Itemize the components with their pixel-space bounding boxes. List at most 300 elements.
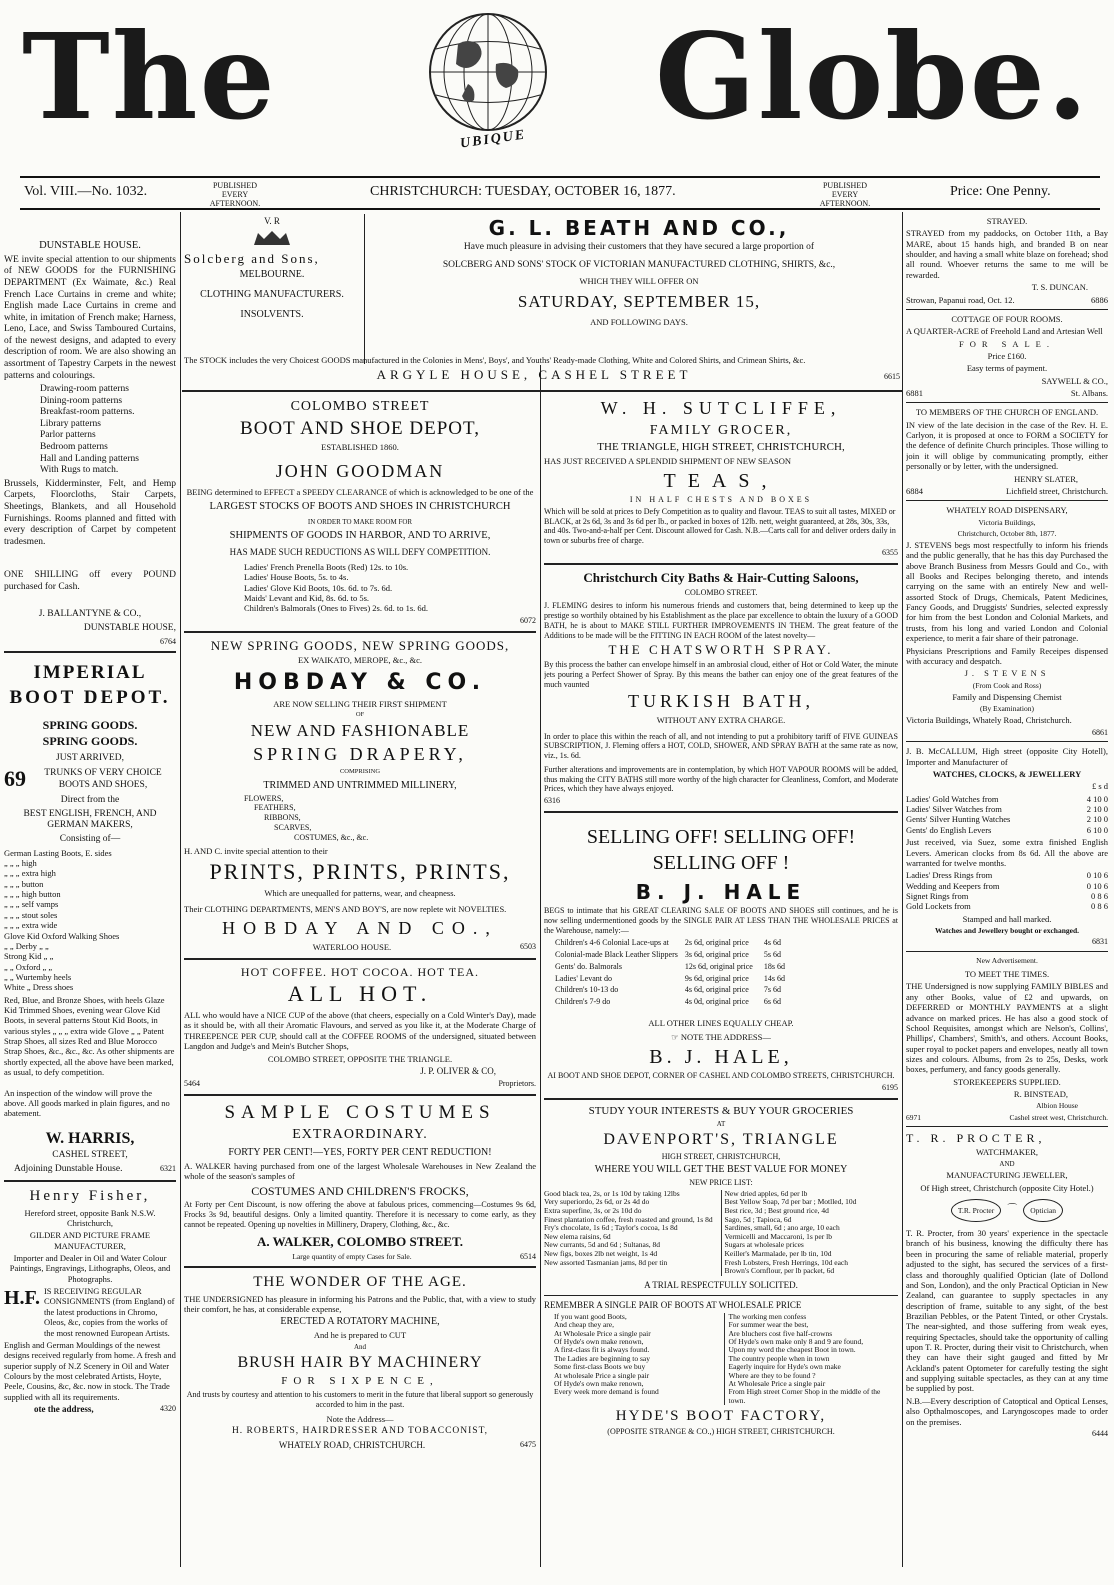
hobday-selling: ARE NOW SELLING THEIR FIRST SHIPMENT <box>273 698 447 709</box>
list-item: At Wholesale Price a single pair <box>554 1328 651 1338</box>
selling-off-2: SELLING OFF ! <box>652 852 790 875</box>
list-item: Sago, 5d ; Tapioca, 6d <box>724 1214 792 1224</box>
imperial-spring-2: SPRING GOODS. <box>42 734 138 749</box>
walker-costumes: COSTUMES AND CHILDREN'S FROCKS, <box>251 1183 469 1198</box>
list-item: „ „ „ high <box>4 857 37 868</box>
hyde-address: (OPPOSITE STRANGE & CO.,) HIGH STREET, CHRISTCHURCH. <box>607 1427 835 1437</box>
table-row: Gold Lockets from 0 8 6 <box>906 901 1108 912</box>
list-item: For summer wear the best, <box>728 1320 809 1330</box>
column-2 <box>184 396 536 1568</box>
table-row: Gents' do. Balmorals 12s 6d, original price 18s 6d <box>555 961 785 971</box>
meet-the-times: TO MEET THE TIMES. <box>964 969 1050 980</box>
hobday-ex-waikato: EX WAIKATO, MEROPE, &c., &c. <box>297 655 423 666</box>
oliver-address: COLOMBO STREET, OPPOSITE THE TRIANGLE. <box>267 1053 453 1064</box>
list-item: Eagerly inquire for Hyde's own make <box>728 1362 841 1372</box>
whately-date: Christchurch, October 8th, 1877. <box>957 528 1057 538</box>
beath-advert <box>364 214 907 364</box>
list-item: Finest plantation coffee, fresh roasted and ground, 1s 8d <box>544 1214 713 1224</box>
dunstable-list <box>4 384 176 477</box>
list-item: Sugars at wholesale prices <box>724 1240 804 1250</box>
table-row: Ladies' Dress Rings from 0 10 6 <box>906 870 1108 881</box>
imperial-consisting: Consisting of— <box>59 834 121 845</box>
church-body: IN view of the late decision in the case of the Rev. H. E. Carlyon, it is proposed at once to FORM a SOCIETY for the defence of definite Church principles. Those willing to join it will oblige by communicating promptly, either personally or by letter, with the undersigned. <box>906 419 1108 472</box>
list-item: Keiller's Marmalade, per lb tin, 10d <box>724 1249 832 1259</box>
fisher-address: Hereford street, opposite Bank N.S.W. Christchurch, <box>24 1207 156 1228</box>
volume-number: Vol. VIII.—No. 1032. <box>24 184 148 199</box>
hale-body: BEGS to intimate that his GREAT CLEARING SALE OF BOOTS AND SHOES still continues, and he is now selling undermentioned goods by the SINGLE PAIR AT LESS THAN THE WHOLESALE PRICES at the Warehouse, namely:— <box>544 906 898 935</box>
hale-signature: B. J. HALE, <box>649 1045 793 1068</box>
fisher-body: English and German Mouldings of the newest designs received regularly from home. A fresh and superior supply of N.Z Scenery in Oil and Water Colours by the most celebrated Artists, Hoyte, Peele, Cousins, &c, &c. now in stock. The Trade supplied with all its requirements. <box>4 1339 176 1402</box>
hobday-new-fashionable: NEW AND FASHIONABLE <box>250 720 470 740</box>
bibles-street: Cashel street west, Christchurch. <box>1009 1112 1108 1122</box>
published-note-right: PUBLISHED EVERY AFTERNOON. <box>819 181 871 208</box>
ad-number: 6514 <box>520 1251 536 1261</box>
ad-number: 6831 <box>1092 937 1108 947</box>
dunstable-body: WE invite special attention to our shipments of NEW GOODS for the FURNISHING DEPARTMENT (Ex Waimate, &c.) Real French Lace Curtains in creme and white; English made Lace Curtains in creme and white, in imitation of French make; Harness, Leno, Lace, and Swiss Tamboured Curtains, of the newest designs, and adapted to every description of room. We are also showing an assortment of Tapestry Carpets in the newest patterns and colourings. <box>4 254 176 381</box>
ad-number: 6072 <box>520 615 536 625</box>
list-item: Parlor patterns <box>40 430 96 441</box>
baths-body-2: By this process the bather can envelope himself in an ambrosial cloud, either of Hot or Cold Water, the minute jets pouring a Perfect Shower of Spray. By this means the bather can enjoy one of the great features of the much vaunted <box>544 660 898 689</box>
bibles-body: THE Undersigned is now supplying FAMILY BIBLES and any other Books, value of £2 and upwards, on DEFERRED or MONTHLY PAYMENTS at a slight advance on marked prices. He has also a good stock of School Requisites, amongst which are Nelson's, Collins', Phillips', Chambers', Smith's, and others. Account Books, super royal to pocket papers and envelopes, neatly all town sizes and colours. Albums, from 2s to 25s, Desks, work boxes, perfumery, and fancy goods generally. <box>906 981 1108 1075</box>
cottage-price: Price £160. <box>987 350 1027 361</box>
list-item: New assorted Tasmanian jams, 8d per tin <box>544 1257 668 1267</box>
table-row: Children's 4-6 Colonial Lace-ups at 2s 6d, original price 4s 6d <box>555 938 781 948</box>
list-item: Where are they to be found ? <box>728 1370 816 1380</box>
list-item: Strong Kid „ „ <box>4 951 54 962</box>
list-item: „ „ Derby „ „ <box>4 940 49 951</box>
sutcliffe-triangle: THE TRIANGLE, HIGH STREET, CHRISTCHURCH, <box>597 441 845 454</box>
mccallum-note: Just received, via Suez, some extra finished English Levers. American clocks from 8s 6d. All the above are warranted for twelve months. <box>906 837 1108 868</box>
mccallum-watches: WATCHES, CLOCKS, & JEWELLERY <box>932 769 1082 780</box>
list-item: Library patterns <box>40 418 101 429</box>
whately-address: Victoria Buildings, Whately Road, Christchurch. <box>906 715 1072 726</box>
list-item: White „ Dress shoes <box>4 982 74 993</box>
list-item: Glove Kid Oxford Walking Shoes <box>4 930 120 941</box>
wonder-body: THE UNDERSIGNED has pleasure in informing his Patrons and the Public, that, with a view to study their comfort, he has, at considerable expense, <box>184 1293 536 1314</box>
beath-stock: SOLCBERG AND SONS' STOCK OF VICTORIAN MANUFACTURED CLOTHING, SHIRTS, &c., <box>442 259 836 270</box>
table-row: Children's 7-9 do 4s 0d, original price 6s 6d <box>555 997 781 1007</box>
fisher-note: ote the address, <box>34 1404 94 1415</box>
whately-chemist: Family and Dispensing Chemist <box>952 691 1062 702</box>
table-row: Ladies' Gold Watches from 4 10 0 <box>906 793 1108 804</box>
whately-exam: (By Examination) <box>980 704 1034 714</box>
dunstable-signature: J. BALLANTYNE & CO., <box>38 609 142 620</box>
table-row: Children's 10-13 do 4s 6d, original price 7s 6d <box>555 985 781 995</box>
masthead-title-right: Globe. <box>655 7 1090 146</box>
boot-title: BOOT AND SHOE DEPOT, <box>240 418 480 440</box>
currency-header: £ s d <box>1091 781 1108 792</box>
table-row: Signet Rings from 0 8 6 <box>906 891 1108 901</box>
ad-number: 6884 <box>906 485 923 496</box>
forty-per-cent: FORTY PER CENT!—YES, FORTY PER CENT REDUCTION! <box>228 1146 492 1158</box>
strayed-signature: T. S. DUNCAN. <box>1031 282 1088 293</box>
fisher-receiving: IS RECEIVING REGULAR CONSIGNMENTS (from England) of the latest productions in Chromo, Oleos, &c, copies from the works of the most renowned European Artists. <box>43 1286 175 1338</box>
hyde-poem <box>544 1313 898 1405</box>
list-item: And cheap they are, <box>554 1320 614 1330</box>
fisher-name: Henry Fisher, <box>29 1188 151 1205</box>
procter-mfg: MANUFACTURING JEWELLER, <box>946 1170 1068 1181</box>
ad-number: 6503 <box>520 942 536 952</box>
goodman-name: JOHN GOODMAN <box>275 460 445 481</box>
walker-cases: Large quantity of empty Cases for Sale. <box>292 1251 412 1261</box>
strayed-body: STRAYED from my paddocks, on October 11th, a Bay MARE, about 15 hands high, and branded B on near shoulder, and having a small white blaze on forehead; shod all round. Whoever returns the same to me will be rewarded. <box>906 228 1108 280</box>
list-item: Sardines, small, 6d ; ano arge, 10 each <box>724 1223 840 1233</box>
list-item: Some first-class Boots we buy <box>554 1362 646 1372</box>
baths-title: Christchurch City Baths & Hair-Cutting Saloons, <box>583 569 859 585</box>
sutcliffe-teas: TEAS, <box>663 469 779 492</box>
mccallum-stamped: Stamped and hall marked. <box>962 913 1052 924</box>
list-item: Fresh Lobsters, Fresh Herrings, 10d each <box>724 1257 849 1267</box>
ad-number: 6355 <box>882 547 898 557</box>
ad-number: 6195 <box>882 1082 898 1092</box>
bibles-address: Albion House <box>1036 1101 1078 1111</box>
list-item: New figs, boxes 2lb net weight, 1s 4d <box>544 1249 658 1259</box>
solcberg-clothing: CLOTHING MANUFACTURERS. <box>200 289 344 301</box>
ad-number: 6444 <box>1092 1428 1108 1438</box>
imperial-trunks: TRUNKS OF VERY CHOICE BOOTS AND SHOES, <box>44 768 162 790</box>
beath-stock-2: The STOCK includes the very Choicest GOODS manufactured in the Colonies in Mens', Boys', and Youths' Ready-made Clothing, White and Colored Shirts, and Crimean Shirts, &c. <box>184 355 806 365</box>
masthead-title-left: The <box>22 7 277 146</box>
dunstable-signature-2: DUNSTABLE HOUSE, <box>83 622 176 633</box>
hobday-of: OF <box>355 710 365 718</box>
imperial-inspection: An inspection of the window will prove the above. All goods marked in plain figures, and no abatement. <box>4 1087 170 1119</box>
list-item: Bedroom patterns <box>40 442 108 453</box>
walker-signature: A. WALKER, COLOMBO STREET. <box>256 1233 464 1249</box>
list-item: New elema raisins, 6d <box>544 1231 611 1241</box>
hobday-spring: NEW SPRING GOODS, NEW SPRING GOODS, <box>210 637 510 653</box>
procter-spectacles-logo <box>906 1199 1108 1222</box>
list-item: If you want good Boots, <box>554 1311 627 1321</box>
column-1 <box>4 214 176 1574</box>
wonder-sixpence: FOR SIXPENCE, <box>281 1374 439 1387</box>
list-item: Best rice, 3d ; Best ground rice, 4d <box>724 1205 829 1215</box>
oliver-signature: J. P. OLIVER & CO, <box>420 1065 496 1076</box>
pointing-hand-icon: ☞ <box>671 1032 681 1043</box>
place-date: CHRISTCHURCH: TUESDAY, OCTOBER 16, 1877. <box>370 184 676 199</box>
hobday-spring-drapery: SPRING DRAPERY, <box>253 743 467 764</box>
dunstable-shilling: ONE SHILLING off every POUND purchased for Cash. <box>4 570 176 592</box>
goodman-room: IN ORDER TO MAKE ROOM FOR <box>307 517 413 526</box>
cottage-body: A QUARTER-ACRE of Freehold Land and Artesian Well <box>906 326 1103 337</box>
ad-number: 6971 <box>906 1112 921 1122</box>
hobday-prints-sub: Which are unequalled for patterns, wear, and cheapness. <box>264 887 456 898</box>
table-row: Ladies' Silver Watches from 2 10 0 <box>906 804 1108 815</box>
published-note-left: PUBLISHED EVERY AFTERNOON. <box>209 181 261 208</box>
list-item: With Rugs to match. <box>40 465 119 476</box>
sutcliffe-title: W. H. SUTCLIFFE, <box>600 398 842 418</box>
solcberg-insolvents: INSOLVENTS. <box>240 309 304 321</box>
ad-number: 5464 <box>184 1078 200 1088</box>
list-item: At wholesale Price a single pair <box>554 1370 650 1380</box>
list-item: Ladies' Glove Kid Boots, 10s. 6d. to 7s. 6d. <box>244 582 393 593</box>
whately-title: WHATELY ROAD DISPENSARY, <box>946 505 1068 516</box>
list-item: „ „ „ button <box>4 878 44 889</box>
whately-physicians: Physicians Prescriptions and Family Receipes dispensed with accuracy and despatch. <box>906 645 1108 666</box>
ad-number: 6861 <box>1092 727 1108 737</box>
hale-price-table <box>554 937 786 1008</box>
list-item: Drawing-room patterns <box>40 384 129 395</box>
hale-address: AI BOOT AND SHOE DEPOT, CORNER OF CASHEL AND COLOMBO STREETS, CHRISTCHURCH. <box>547 1071 895 1080</box>
list-item: Very superiordo, 2s 6d, or 2s 4d do <box>544 1197 650 1207</box>
hale-title: B. J. HALE <box>635 879 807 904</box>
table-row: Wedding and Keepers from 0 10 6 <box>906 880 1108 891</box>
spectacles-icon: ⌒ <box>1007 1204 1018 1216</box>
wonder-signature: H. ROBERTS, HAIRDRESSER AND TOBACCONIST, <box>231 1426 489 1437</box>
imperial-makers: BEST ENGLISH, FRENCH, AND GERMAN MAKERS, <box>23 808 157 831</box>
hobday-list <box>184 794 536 843</box>
beath-date: SATURDAY, SEPTEMBER 15, <box>517 291 761 311</box>
davenport-prices <box>544 1190 898 1276</box>
turkish-bath: TURKISH BATH, <box>627 691 814 712</box>
hobday-invite: H. AND C. invite special attention to their <box>184 846 328 857</box>
list-item: Every week more demand is found <box>554 1387 659 1397</box>
davenport-where: WHERE YOU WILL GET THE BEST VALUE FOR MONEY <box>594 1163 848 1175</box>
selling-off: SELLING OFF! SELLING OFF! <box>586 825 856 848</box>
list-item: „ „ „ stout soles <box>4 909 58 920</box>
list-item: Hall and Landing patterns <box>40 453 139 464</box>
beath-offer: WHICH THEY WILL OFFER ON <box>579 275 699 286</box>
imperial-title: IMPERIAL <box>33 662 147 684</box>
list-item: New dried apples, 6d per lb <box>724 1188 808 1198</box>
goodman-reductions: HAS MADE SUCH REDUCTIONS AS WILL DEFY COMPETITION. <box>229 547 491 558</box>
procter-watchmaker: WATCHMAKER, <box>975 1147 1039 1158</box>
list-item: „ „ „ extra high <box>4 868 56 879</box>
list-item: „ „ „ extra wide <box>4 920 58 931</box>
list-item: The Ladies are beginning to say <box>554 1353 651 1363</box>
solcberg-box <box>184 214 360 354</box>
list-item: Of Hyde's own make only 8 and 9 are found, <box>728 1337 864 1346</box>
chatsworth-spray: THE CHATSWORTH SPRAY. <box>608 642 834 658</box>
baths-street: COLOMBO STREET. <box>684 587 758 597</box>
list-item: New currants, 5d and 6d ; Sultanas, 8d <box>544 1240 661 1250</box>
procter-body: T. R. Procter, from 30 years' experience in the spectacle branch of his business, knowing the difficulty there has been in procuring the same of reliable material, properly adjusted to the sight, has secured the services of a first-class and thoroughly qualified Optician (late of Dollond and Son, London), and the only Practical Optician in New Zealand, can guarantee to supply spectacles in any description of frame, suitable to any sight, of the best Brazilian Pebbles, or the Patent Tinted, or other Crystals. The near-sighted, and those suffering from weak eyes, requiring Spectacles, should take the opportunity of calling upon T. R. Procter, during their visit to Christchurch, when they can have their sight gauged and fitted by Mr Ackland's patent Optometer for carefully testing the sight and supplying suitable spectacles, as they can at any time be supplied by post. <box>906 1228 1108 1394</box>
list-item: Dining-room patterns <box>40 395 123 406</box>
hale-note: NOTE THE ADDRESS— <box>680 1032 771 1043</box>
fisher-trade-2: Importer and Dealer in Oil and Water Colour Paintings, Engravings, Lithographs, Oleos, and Photographs. <box>9 1253 171 1284</box>
baths-body-3: In order to place this within the reach of all, and not intending to put a prohibitory tariff of FIVE GUINEAS SUBSCRIPTION, J. Fleming offers a HOT, COLD, SHOWER, AND SPRAY BATH at the same rate as now, viz., 1s. 6d. <box>544 731 898 761</box>
list-item: Children's Balmorals (Ones to Fives) 2s. 6d. to 1s. 6d. <box>244 603 429 614</box>
list-item: Extra superfine, 3s, or 2s 10d do <box>544 1205 642 1215</box>
list-item: FLOWERS, <box>244 793 284 803</box>
davenport-price-list: NEW PRICE LIST: <box>689 1177 753 1187</box>
church-title: TO MEMBERS OF THE CHURCH OF ENGLAND. <box>915 407 1099 418</box>
list-item: Are bluchers cost five half-crowns <box>728 1328 833 1338</box>
procter-address: Of High street, Christchurch (opposite City Hotel.) <box>920 1182 1094 1193</box>
storekeepers-supplied: STOREKEEPERS SUPPLIED. <box>953 1076 1061 1087</box>
davenport-street: HIGH STREET, CHRISTCHURCH, <box>661 1151 781 1161</box>
ad-number: 6615 <box>884 372 900 382</box>
study-title: STUDY YOUR INTERESTS & BUY YOUR GROCERIES <box>588 1104 854 1117</box>
oliver-body: ALL who would have a NICE CUP of the above (that cheers, especially on a Cold Winter's Day), made as it should be, with all their Aromatic Flavours, and served as you like it, at the Moderate Charge of THREEPENCE PER CUP, should call at the COFFEE ROOMS of the undersigned, situated between Langdon and Judge's and Mein's Butcher Shops, <box>184 1010 536 1052</box>
ad-number: 6316 <box>544 796 560 806</box>
masthead-motto: UBIQUE <box>459 127 528 152</box>
goodman-largest: LARGEST STOCKS OF BOOTS AND SHOES IN CHRISTCHURCH <box>209 500 511 512</box>
list-item: Fry's chocolate, 1s 6d ; Taylor's cocoa, 1s 8d <box>544 1223 678 1233</box>
whately-buildings: Victoria Buildings, <box>978 517 1036 527</box>
list-item: Ladies' House Boots, 5s. to 4s. <box>244 572 349 583</box>
list-item: „ „ „ high button <box>4 889 61 900</box>
imperial-signature: W. HARRIS, <box>45 1129 135 1147</box>
procter-logo-left: T.R. Procter <box>951 1199 1001 1222</box>
table-row: Colonial-made Black Leather Slippers 3s 6d, original price 5s 6d <box>555 950 781 960</box>
ad-number: 6321 <box>160 1163 176 1173</box>
procter-logo-right: Optician <box>1023 1199 1063 1222</box>
list-item: At Wholesale Price a single pair <box>728 1378 826 1388</box>
list-item: Best Yellow Soap, 7d per bar ; Motlled, 10d <box>724 1197 857 1207</box>
goodman-prices <box>184 562 536 614</box>
wonder-body-2: And trusts by courtesy and attention to his customers to merit in the future that liberal support so generously accorded to him in the past. <box>186 1390 534 1410</box>
list-item: Brown's Cornflour, per lb packet, 6d <box>724 1266 835 1276</box>
procter-title: T. R. PROCTER, <box>906 1130 1046 1145</box>
hobday-comprising: COMPRISING <box>339 767 381 775</box>
masthead <box>0 0 1114 170</box>
mccallum-bought: Watches and Jewellery bought or exchanged. <box>934 926 1080 936</box>
table-row: Gents' Silver Hunting Watches 2 10 0 <box>906 814 1108 825</box>
church-signature: HENRY SLATER, <box>1014 473 1078 484</box>
hyde-remember: REMEMBER A SINGLE PAIR OF BOOTS AT WHOLESALE PRICE <box>544 1299 802 1310</box>
sutcliffe-family: FAMILY GROCER, <box>649 422 793 438</box>
wonder-title: THE WONDER OF THE AGE. <box>253 1274 467 1291</box>
beath-argyle: ARGYLE HOUSE, CASHEL STREET <box>376 367 692 383</box>
ad-number: 6886 <box>1091 294 1108 305</box>
list-item: The country people when in town <box>728 1353 830 1363</box>
bibles-signature: R. BINSTEAD, <box>1013 1089 1068 1100</box>
all-hot: ALL HOT. <box>287 981 433 1007</box>
hobday-waterloo: WATERLOO HOUSE. <box>312 942 392 953</box>
without-charge: WITHOUT ANY EXTRA CHARGE. <box>656 715 786 726</box>
davenport-title: DAVENPORT'S, TRIANGLE <box>603 1131 839 1149</box>
ad-number: 6881 <box>906 388 923 399</box>
list-item: From High street Corner Shop in the middle of the town. <box>728 1387 881 1405</box>
wonder-and: And <box>353 1342 367 1351</box>
wonder-cut: And he is prepared to CUT <box>313 1330 407 1341</box>
cottage-for-sale: FOR SALE. <box>958 338 1056 349</box>
study-at: AT <box>716 1119 726 1128</box>
new-advertisement: New Advertisement. <box>976 955 1038 965</box>
list-item: Maids' Levant and Kid, 8s. 6d. to 5s. <box>244 593 370 604</box>
solcberg-melbourne: MELBOURNE. <box>239 268 305 280</box>
hobday-trimmed: TRIMMED AND UNTRIMMED MILLINERY, <box>263 779 457 791</box>
sutcliffe-body: HAS JUST RECEIVED A SPLENDID SHIPMENT OF NEW SEASON <box>544 456 792 467</box>
beath-title: G. L. BEATH AND CO., <box>488 216 790 240</box>
imperial-spring: SPRING GOODS. <box>42 717 138 732</box>
cottage-address: St. Albans. <box>1070 388 1108 399</box>
price: Price: One Penny. <box>950 184 1051 199</box>
wonder-note: Note the Address— <box>326 1413 394 1424</box>
ad-number: 6764 <box>160 636 176 646</box>
established: ESTABLISHED 1860. <box>321 442 399 453</box>
royal-arms-icon <box>252 229 292 247</box>
hale-other-lines: ALL OTHER LINES EQUALLY CHEAP. <box>648 1017 794 1028</box>
wonder-erected: ERECTED A ROTATORY MACHINE, <box>280 1316 440 1328</box>
list-item: Upon my word the cheapest Boot in town. <box>728 1345 856 1355</box>
imperial-title-2: BOOT DEPOT. <box>9 687 171 709</box>
wonder-address: WHATELY ROAD, CHRISTCHURCH. <box>278 1439 426 1450</box>
fisher-trade: GILDER AND PICTURE FRAME MANUFACTURER, <box>29 1230 151 1251</box>
goodman-shipments: SHIPMENTS OF GOODS IN HARBOR, AND TO ARRIVE, <box>229 530 491 542</box>
list-item: A first-class fit is always found. <box>554 1345 650 1355</box>
cottage-signature: SAYWELL & CO., <box>1041 375 1108 386</box>
whately-body: J. STEVENS begs most respectfully to inform his friends and the public generally, that he has this day Purchased the above Branch Business from Messrs Gould and Co., with all Books and Recipes belonging thereto, and intends carrying on the same with an entirely New and well-assorted Stock of Drugs, Chemicals, Patent Medicines, Fancy Goods, and Druggists' Sundries, selected expressly for him from the best London and Colonial Markets, and trusts, from his long and varied London and Colonial experience, to merit a fair share of their patronage. <box>906 539 1108 644</box>
davenport-trial: A TRIAL RESPECTFULLY SOLICITED. <box>644 1279 798 1290</box>
beath-footer <box>184 353 900 389</box>
procter-and: AND <box>999 1159 1015 1168</box>
baths-body-4: Further alterations and improvements are in contemplation, by which HOT VAPOUR ROOMS will be added, thus making the CITY BATHS still more worthy of the high character for Cleanliness, Comfort, and Moderate Prices, which they have always enjoyed. <box>544 764 898 794</box>
beath-body: Have much pleasure in advising their customers that they have secured a large proportion of <box>463 242 815 253</box>
imperial-arrived: JUST ARRIVED, <box>56 752 124 763</box>
imperial-signature-2: CASHEL STREET, <box>52 1150 128 1161</box>
list-item: „ „ Wurtemby heels <box>4 971 72 982</box>
hobday-body: Their CLOTHING DEPARTMENTS, MEN'S AND BOY'S, are now replete wit NOVELTIES. <box>184 903 507 914</box>
list-item: German Lasting Boots, E. sides <box>4 847 112 858</box>
column-3 <box>544 396 898 1568</box>
table-row: Ladies' Levant do 9s 6d, original price 14s 6d <box>555 973 785 983</box>
strayed-title: STRAYED. <box>986 216 1028 226</box>
hobday-prints: PRINTS, PRINTS, PRINTS, <box>209 858 511 884</box>
dunstable-body-2: Brussels, Kidderminster, Felt, and Hemp Carpets, Floorcloths, Stair Carpets, Sheetings, Blankets, and all Household Furnishings. Rooms planned and fitted with every description of Carpet by competent tradesmen. <box>4 478 176 547</box>
list-item: Vermicelli and Maccaroni, 1s per lb <box>724 1231 832 1241</box>
list-item: Ladies' French Prenella Boots (Red) 12s. to 10s. <box>244 562 409 573</box>
list-item: Of Hyde's own make renown, <box>554 1337 644 1346</box>
list-item: „ „ Oxford „ „ <box>4 961 53 972</box>
list-item: Of Hyde's own make renown, <box>554 1378 644 1388</box>
beath-days: AND FOLLOWING DAYS. <box>590 316 688 327</box>
column-4 <box>906 214 1108 1574</box>
dateline-bar <box>20 176 1100 210</box>
dunstable-title: DUNSTABLE HOUSE. <box>39 240 141 251</box>
list-item: FEATHERS, <box>254 803 296 813</box>
imperial-signature-3: Adjoining Dunstable House. <box>14 1163 123 1174</box>
cottage-title: COTTAGE OF FOUR ROOMS. <box>951 313 1063 324</box>
list-item: Breakfast-room patterns. <box>40 407 135 418</box>
imperial-direct: Direct from the <box>60 795 120 806</box>
wonder-brush: BRUSH HAIR BY MACHINERY <box>237 1354 483 1372</box>
cottage-terms: Easy terms of payment. <box>966 363 1048 374</box>
hobday-title: HOBDAY & CO. <box>233 669 487 695</box>
extraordinary: EXTRAORDINARY. <box>292 1126 428 1142</box>
mccallum-body: J. B. McCALLUM, High street (opposite City Hotell), Importer and Manufacturer of <box>906 746 1108 767</box>
list-item: „ „ „ self vamps <box>4 899 59 910</box>
table-row: Gents' do English Levers 6 10 0 <box>906 824 1108 835</box>
fisher-initials: H.F. <box>4 1287 40 1310</box>
imperial-body: Red, Blue, and Bronze Shoes, with heels Glaze Kid Trimmed Shoes, evening wear Glove Kid Boots, in several patterns Stout Kid Boots, in various styles „ „ „ extra wide Glove „ „ Patent Strap Shoes, all sizes Red and Blue Morocco Strap Shoes, &c., &c., &c. As other shipments are shortly expected, all the above have been marked, as usual, to defy competition. <box>4 994 175 1078</box>
strayed-address: Strowan, Papanui road, Oct. 12. <box>906 294 1015 305</box>
sutcliffe-body-2: Which will be sold at prices to Defy Competition as to quality and flavour. TEAS to suit all tastes, MIXED or BLACK, at 2s 6d, 3s and 3s 6d per lb., or packed in boxes of 12lb. nett, weight guaranteed, at 28s, 30s, 33s, and 40s. Two-and-a-half per Cent. Discount allowed for Cash. N.B.—Carts call for and deliver orders daily in town or suburbs free of charge. <box>544 506 896 546</box>
goodman-body: BEING determined to EFFECT a SPEEDY CLEARANCE of which is acknowledged to be one of the <box>186 486 534 497</box>
sutcliffe-chests: IN HALF CHESTS AND BOXES <box>629 495 813 505</box>
hobday-signature: HOBDAY AND CO., <box>222 918 498 939</box>
procter-nb: N.B.—Every description of Catoptical and Optical Lenses, also Opthalmoscopes, and Laryngoscopes made to order on the premises. <box>906 1395 1108 1427</box>
royal-arms: V. R <box>264 216 280 226</box>
solcberg-name: Solcberg and Sons, <box>184 250 320 266</box>
walker-body-2: At Forty per Cent Discount, is now offering the above at fabulous prices, commencing—Costumes 9s 6d, Frocks 3s 9d, beautiful designs. Only a limited quantity. Therefore it is necessary to come early, as they cannot be repeated. Opening up novelties in Millinery, Drapery, Clothing, &c., &c. <box>184 1200 536 1229</box>
list-item: SCARVES, <box>274 822 312 832</box>
sample-costumes: SAMPLE COSTUMES <box>224 1101 496 1123</box>
list-item: Good black tea, 2s, or 1s 10d by taking 12lbs <box>544 1188 680 1198</box>
hyde-title: HYDE'S BOOT FACTORY, <box>615 1408 827 1425</box>
list-item: COSTUMES, &c., &c. <box>294 832 369 842</box>
imperial-trunk-count: 69 <box>4 766 26 792</box>
oliver-proprietors: Proprietors. <box>498 1078 536 1088</box>
list-item: The working men confess <box>728 1311 807 1321</box>
walker-body: A. WALKER having purchased from one of the largest Wholesale Warehouses in New Zealand the whole of the season's samples of <box>184 1161 536 1182</box>
imperial-list <box>4 848 176 993</box>
ad-number: 6475 <box>520 1439 536 1449</box>
colombo-title: COLOMBO STREET <box>290 399 430 414</box>
list-item: RIBBONS, <box>264 813 301 823</box>
whately-signature: J. STEVENS <box>964 668 1050 679</box>
church-address: Lichfield street, Christchurch. <box>1006 485 1108 496</box>
